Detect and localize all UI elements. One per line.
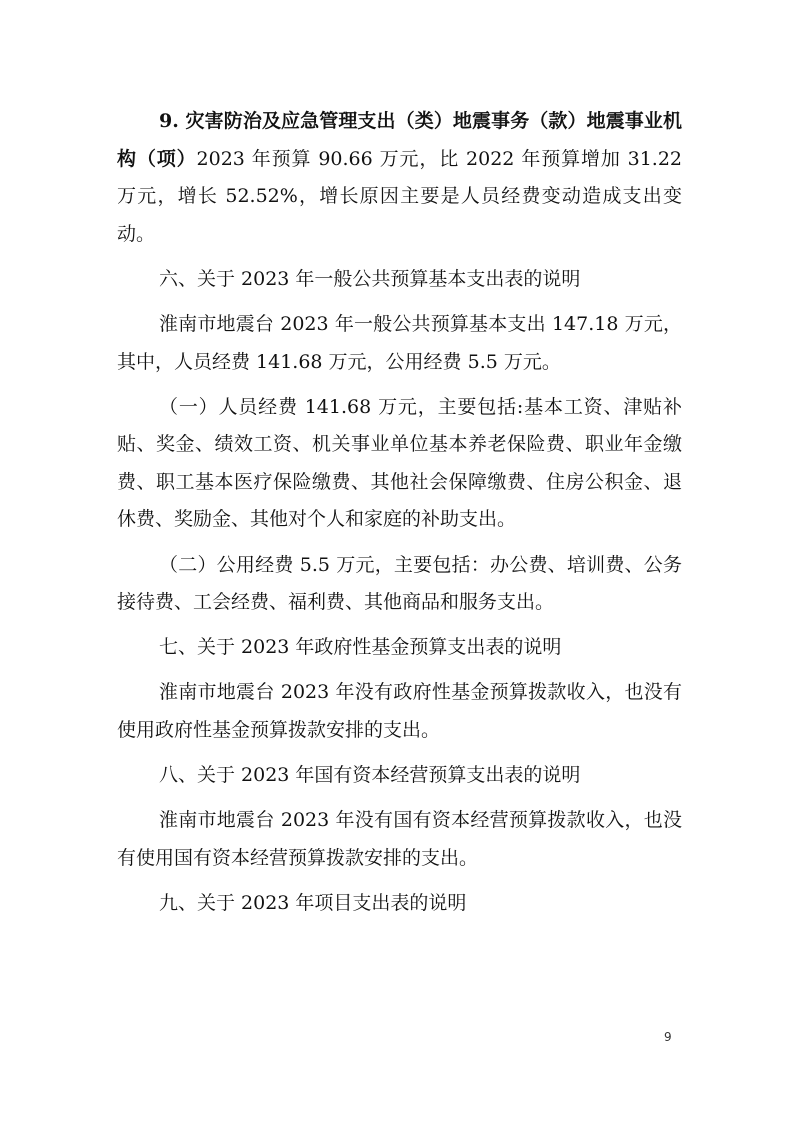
page-number: 9 <box>664 1030 672 1044</box>
paragraph-public-expenses: （二）公用经费 5.5 万元，主要包括：办公费、培训费、公务接待费、工会经费、福利费、其他商品和服务支出。 <box>117 553 682 614</box>
paragraph-heading-bold: 9. 灾害防治及应急管理支出（类）地震事务（款）地震事业机构（项） <box>117 110 682 170</box>
paragraph-basic-expenditure-total: 淮南市地震台 2023 年一般公共预算基本支出 147.18 万元，其中，人员经费 141.68 万元，公用经费 5.5 万元。 <box>117 312 682 373</box>
paragraph-text: 2023 年预算 90.66 万元，比 2022 年预算增加 31.22 万元，增长 52.52%，增长原因主要是人员经费变动造成支出变动。 <box>117 147 682 245</box>
section-heading-government-fund: 七、关于 2023 年政府性基金预算支出表的说明 <box>159 636 562 659</box>
paragraph-state-capital: 淮南市地震台 2023 年没有国有资本经营预算拨款收入，也没有使用国有资本经营预算拨款安排的支出。 <box>117 809 682 869</box>
paragraph-personnel-expenses: （一）人员经费 141.68 万元，主要包括:基本工资、津贴补贴、奖金、绩效工资、机关事业单位基本养老保险费、职业年金缴费、职工基本医疗保险缴费、其他社会保障缴费、住房公积金、退休费、奖励金、其他对个人和家庭的补助支出。 <box>117 395 682 531</box>
section-heading-basic-expenditure: 六、关于 2023 年一般公共预算基本支出表的说明 <box>159 267 581 290</box>
section-heading-project-expenditure: 九、关于 2023 年项目支出表的说明 <box>159 891 467 914</box>
page-body <box>117 103 682 930</box>
paragraph-earthquake-institution <box>117 103 682 253</box>
paragraph-government-fund: 淮南市地震台 2023 年没有政府性基金预算拨款收入，也没有使用政府性基金预算拨款安排的支出。 <box>117 681 682 741</box>
section-heading-state-capital: 八、关于 2023 年国有资本经营预算支出表的说明 <box>159 764 581 786</box>
